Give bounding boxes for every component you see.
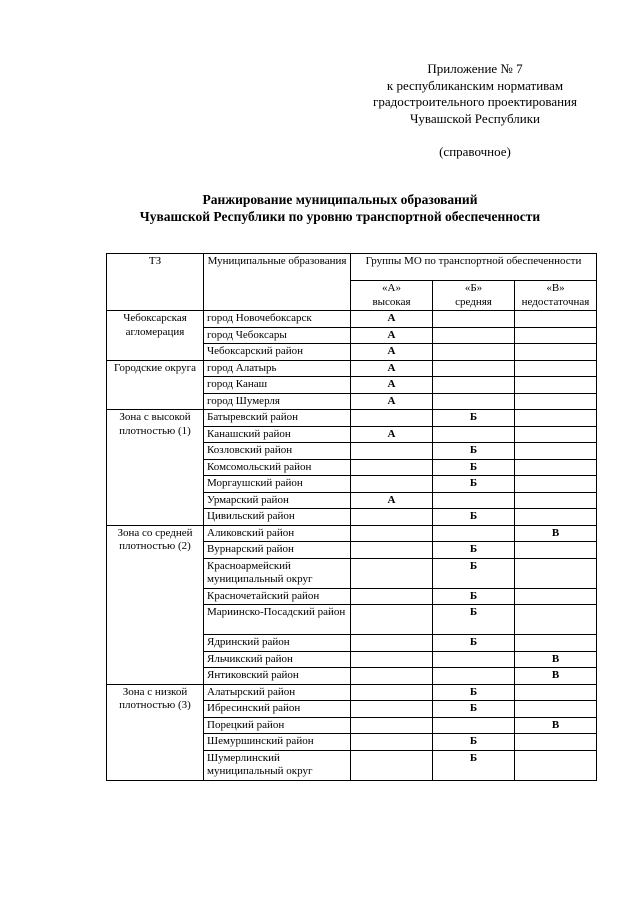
group-b-cell xyxy=(433,311,515,328)
group-b-cell: Б xyxy=(433,443,515,460)
group-a-cell xyxy=(351,443,433,460)
group-b-cell: Б xyxy=(433,459,515,476)
appendix-note: (справочное) xyxy=(439,144,511,159)
group-a-cell xyxy=(351,558,433,588)
municipality-cell: Яльчикский район xyxy=(204,651,351,668)
group-a-cell xyxy=(351,668,433,685)
group-b-cell xyxy=(433,525,515,542)
table-row xyxy=(107,360,597,377)
group-a-cell: А xyxy=(351,311,433,328)
header-groups: Группы МО по транспортной обеспеченности xyxy=(351,254,597,281)
header-group-v xyxy=(515,281,597,311)
group-v-cell xyxy=(515,750,597,780)
group-a-cell xyxy=(351,509,433,526)
municipality-cell: город Новочебоксарск xyxy=(204,311,351,328)
municipality-cell: Мариинско-Посадский район xyxy=(204,605,351,635)
group-b-cell xyxy=(433,360,515,377)
municipality-cell: Чебоксарский район xyxy=(204,344,351,361)
group-v-cell xyxy=(515,476,597,493)
group-a-cell xyxy=(351,701,433,718)
group-v-cell: В xyxy=(515,668,597,685)
group-v-cell xyxy=(515,684,597,701)
header-tz: ТЗ xyxy=(107,254,204,311)
group-v-cell xyxy=(515,360,597,377)
group-b-cell xyxy=(433,668,515,685)
group-b-cell xyxy=(433,717,515,734)
group-a-cell xyxy=(351,525,433,542)
group-v-cell xyxy=(515,311,597,328)
group-v-label: недостаточная xyxy=(521,295,590,308)
header-municipality: Муниципальные образования xyxy=(204,254,351,311)
group-v-cell xyxy=(515,701,597,718)
group-a-cell: А xyxy=(351,360,433,377)
group-v-cell xyxy=(515,327,597,344)
municipality-cell: Цивильский район xyxy=(204,509,351,526)
group-v-cell xyxy=(515,635,597,652)
group-v-cell xyxy=(515,344,597,361)
appendix-line-4: Чувашской Республики xyxy=(409,110,541,126)
municipality-cell: Козловский район xyxy=(204,443,351,460)
group-v-cell: В xyxy=(515,525,597,542)
municipality-cell: Красноармейский муниципальный округ xyxy=(204,558,351,588)
zone-cell: Зона со средней плотностью (2) xyxy=(107,525,204,684)
header-group-b xyxy=(433,281,515,311)
group-a-cell xyxy=(351,605,433,635)
group-v-cell xyxy=(515,558,597,588)
group-b-cell: Б xyxy=(433,684,515,701)
municipality-cell: город Шумерля xyxy=(204,393,351,410)
group-b-cell: Б xyxy=(433,635,515,652)
group-v-key: «В» xyxy=(546,282,565,294)
group-b-cell: Б xyxy=(433,701,515,718)
group-a-cell: А xyxy=(351,492,433,509)
group-b-cell xyxy=(433,377,515,394)
group-a-cell xyxy=(351,717,433,734)
group-a-cell: А xyxy=(351,377,433,394)
appendix-header xyxy=(340,61,610,161)
group-v-cell xyxy=(515,377,597,394)
group-a-cell xyxy=(351,635,433,652)
group-v-cell: В xyxy=(515,651,597,668)
table-row xyxy=(107,684,597,701)
municipality-cell: Моргаушский район xyxy=(204,476,351,493)
group-a-cell xyxy=(351,410,433,427)
group-v-cell xyxy=(515,393,597,410)
municipality-cell: город Алатырь xyxy=(204,360,351,377)
group-b-cell: Б xyxy=(433,605,515,635)
group-b-cell: Б xyxy=(433,588,515,605)
municipality-cell: город Канаш xyxy=(204,377,351,394)
municipality-cell: Урмарский район xyxy=(204,492,351,509)
group-v-cell xyxy=(515,734,597,751)
group-a-cell xyxy=(351,734,433,751)
group-v-cell xyxy=(515,426,597,443)
group-a-cell xyxy=(351,684,433,701)
title-line-2: Чувашской Республики по уровню транспортной обеспеченности xyxy=(139,208,541,224)
group-v-cell xyxy=(515,410,597,427)
title-line-1: Ранжирование муниципальных образований xyxy=(202,192,478,207)
municipality-cell: Ядринский район xyxy=(204,635,351,652)
group-b-cell xyxy=(433,651,515,668)
document-title xyxy=(40,192,640,225)
group-a-cell xyxy=(351,542,433,559)
group-b-cell xyxy=(433,492,515,509)
municipality-cell: Ибресинский район xyxy=(204,701,351,718)
municipality-cell: Комсомольский район xyxy=(204,459,351,476)
group-b-cell xyxy=(433,344,515,361)
group-a-cell: А xyxy=(351,327,433,344)
municipality-cell: Янтиковский район xyxy=(204,668,351,685)
group-v-cell xyxy=(515,605,597,635)
table-row xyxy=(107,311,597,328)
group-b-cell xyxy=(433,327,515,344)
group-b-cell: Б xyxy=(433,509,515,526)
group-v-cell xyxy=(515,588,597,605)
zone-cell: Чебоксарская агломерация xyxy=(107,311,204,361)
ranking-table xyxy=(106,253,597,781)
group-b-cell: Б xyxy=(433,410,515,427)
group-v-cell xyxy=(515,509,597,526)
group-a-cell xyxy=(351,588,433,605)
municipality-cell: Батыревский район xyxy=(204,410,351,427)
municipality-cell: Алатырский район xyxy=(204,684,351,701)
group-v-cell xyxy=(515,542,597,559)
group-b-cell: Б xyxy=(433,476,515,493)
table-row xyxy=(107,525,597,542)
appendix-line-3: градостроительного проектирования xyxy=(373,94,577,109)
zone-cell: Зона с высокой плотностью (1) xyxy=(107,410,204,526)
group-a-label: высокая xyxy=(372,295,411,308)
group-a-key: «А» xyxy=(382,282,401,294)
group-b-label: средняя xyxy=(455,295,492,308)
municipality-cell: Красночетайский район xyxy=(204,588,351,605)
municipality-cell: Аликовский район xyxy=(204,525,351,542)
group-a-cell xyxy=(351,651,433,668)
municipality-cell: Порецкий район xyxy=(204,717,351,734)
appendix-number: Приложение № 7 xyxy=(427,61,523,76)
municipality-cell: Канашский район xyxy=(204,426,351,443)
group-a-cell: А xyxy=(351,426,433,443)
municipality-cell: Шумерлинский муниципальный округ xyxy=(204,750,351,780)
group-b-cell: Б xyxy=(433,558,515,588)
group-b-cell: Б xyxy=(433,734,515,751)
municipality-cell: Вурнарский район xyxy=(204,542,351,559)
group-a-cell: А xyxy=(351,393,433,410)
group-a-cell: А xyxy=(351,344,433,361)
group-v-cell xyxy=(515,443,597,460)
group-v-cell xyxy=(515,492,597,509)
header-group-a xyxy=(351,281,433,311)
group-a-cell xyxy=(351,476,433,493)
appendix-line-2: к республиканским нормативам xyxy=(386,77,564,93)
group-v-cell xyxy=(515,459,597,476)
municipality-cell: Шемуршинский район xyxy=(204,734,351,751)
group-b-cell: Б xyxy=(433,750,515,780)
group-b-cell xyxy=(433,426,515,443)
municipality-cell: город Чебоксары xyxy=(204,327,351,344)
table-row xyxy=(107,410,597,427)
group-b-cell: Б xyxy=(433,542,515,559)
group-v-cell: В xyxy=(515,717,597,734)
group-a-cell xyxy=(351,750,433,780)
group-a-cell xyxy=(351,459,433,476)
zone-cell: Зона с низкой плотностью (3) xyxy=(107,684,204,780)
group-b-cell xyxy=(433,393,515,410)
table-body xyxy=(107,311,597,781)
group-b-key: «Б» xyxy=(464,282,483,294)
zone-cell: Городские округа xyxy=(107,360,204,410)
